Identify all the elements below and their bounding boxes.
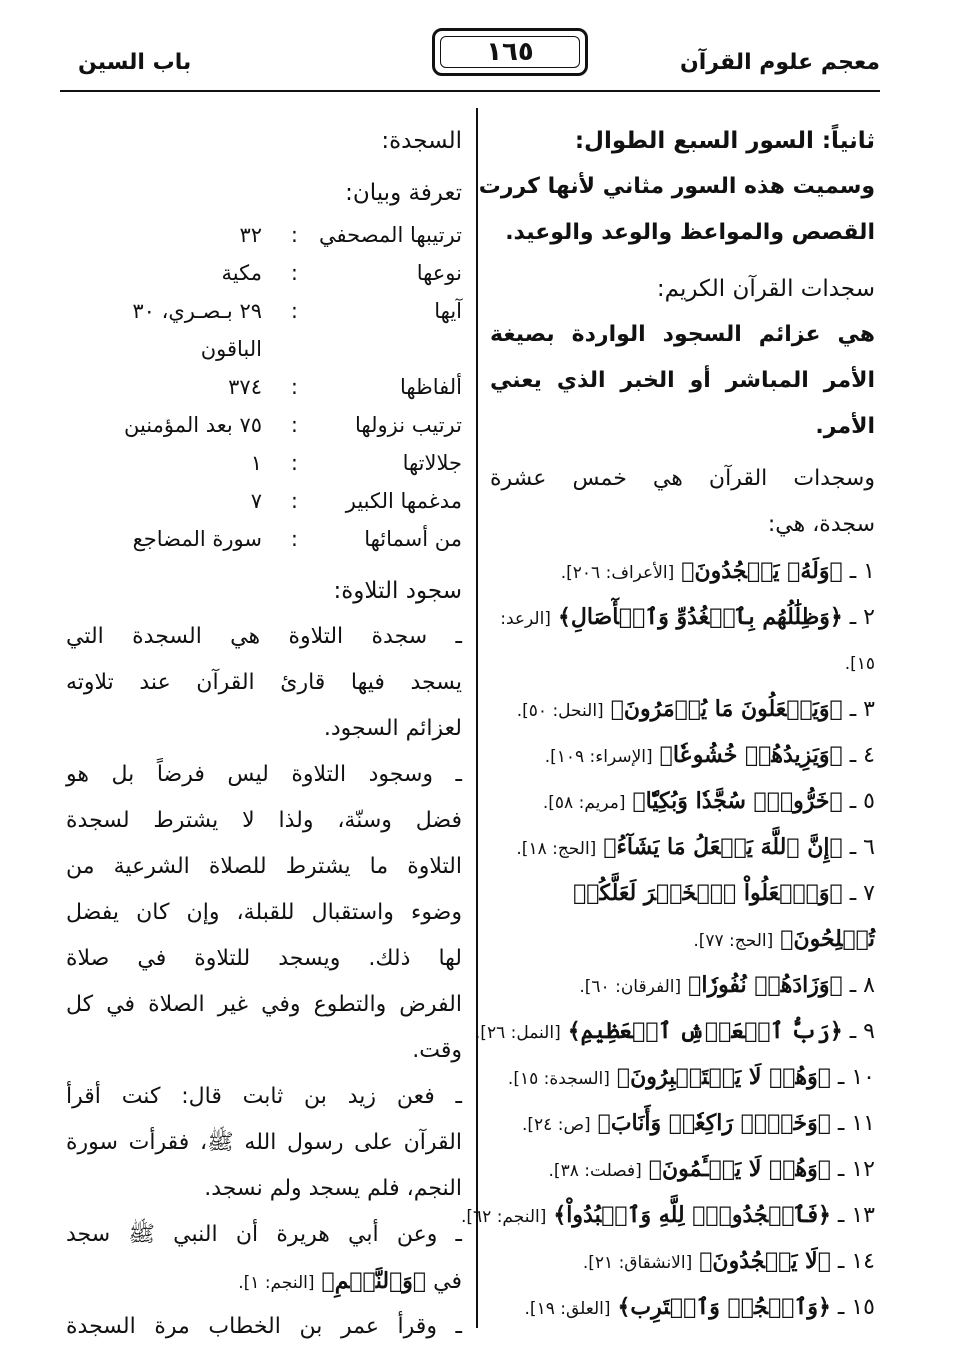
quran-verse: ﴿وَيَفۡعَلُونَ مَا يُؤۡمَرُونَ﴾: [610, 696, 843, 722]
quran-verse: ﴿خَرُّواْۤ سُجَّدٗا وَبُكِيّٗا﴾: [632, 788, 843, 814]
sajda-number: ٥ ـ: [849, 789, 875, 814]
info-key: ترتيب نزولها: [355, 413, 462, 437]
info-row: [66, 406, 462, 444]
quran-verse: ﴿وَلَهُۥ يَسۡجُدُونَ﴾: [681, 558, 843, 584]
sajda-number: ٨ ـ: [849, 973, 875, 998]
paragraph-text: في: [433, 1269, 462, 1294]
info-key: آيها: [434, 299, 462, 323]
paragraph-line: النجم، فلم يسجد ولم نسجد.: [204, 1176, 462, 1201]
running-header: [60, 28, 880, 88]
paragraph-line: وسجدات القرآن هي خمس عشرة: [490, 466, 875, 491]
info-key: نوعها: [416, 261, 462, 285]
verse-reference: [النحل: ٥٠].: [516, 701, 604, 721]
paragraph-line: ـ سجدة التلاوة هي السجدة التي: [66, 624, 462, 649]
quran-verse: ﴿رَبُّ ٱلۡعَرۡشِ ٱلۡعَظِيمِ﴾: [567, 1018, 843, 1044]
quran-verse: ﴿وَٱفۡعَلُواْ ٱلۡخَيۡرَ لَعَلَّكُمۡ: [573, 880, 843, 906]
sajda-item: [490, 870, 875, 916]
info-value: مكية: [221, 261, 262, 285]
sajda-item: [460, 1192, 875, 1238]
header-rule: [60, 90, 880, 92]
section-heading: سجود التلاوة:: [333, 578, 462, 604]
sajda-number: ٦ ـ: [849, 835, 875, 860]
quran-verse: ﴿وَظِلَٰلُهُم بِٱلۡغُدُوِّ وَٱلۡأٓصَالِ﴾: [557, 604, 843, 630]
verse-reference: [العلق: ١٩].: [524, 1299, 611, 1319]
paragraph-line: فضل وسنّة، ولذا لا يشترط لسجدة: [66, 808, 462, 833]
sajda-item: [490, 548, 875, 594]
book-title: معجم علوم القرآن: [679, 50, 880, 75]
verse-reference: [السجدة: ١٥].: [507, 1069, 610, 1089]
sajda-number: ١ ـ: [849, 559, 875, 584]
info-key: مدغمها الكبير: [345, 489, 462, 513]
paragraph-line: وقت.: [412, 1038, 462, 1063]
paragraph-line: سجدة، هي:: [767, 512, 875, 537]
sajda-number: ٧ ـ: [849, 881, 875, 906]
sajda-item-continuation: [490, 640, 875, 686]
chapter-title: باب السين: [78, 50, 192, 75]
verse-reference: ١٥].: [844, 654, 875, 674]
paragraph-line: وضوء واستقبال للقبلة، وإن كان يفضل: [66, 900, 462, 925]
info-colon: :: [290, 413, 298, 437]
verse-reference: [الأعراف: ٢٠٦].: [560, 563, 675, 583]
paragraph-line: هي عزائم السجود الواردة بصيغة: [490, 322, 875, 347]
sajda-number: ٢ ـ: [849, 605, 875, 630]
info-colon: :: [290, 261, 298, 285]
sajda-item: [490, 824, 875, 870]
sajda-item: [490, 1238, 875, 1284]
paragraph-line: [66, 1258, 462, 1304]
quran-verse: ﴿فَٱسۡجُدُواْۤ لِلَّهِ وَٱعۡبُدُواْ﴾: [553, 1202, 831, 1228]
verse-reference: [النجم: ١].: [238, 1273, 315, 1293]
info-colon: :: [290, 375, 298, 399]
info-value: الباقون: [200, 337, 262, 361]
info-key: جلالاتها: [402, 451, 462, 475]
info-row: [66, 368, 462, 406]
quran-verse: ﴿وَخَرَّۤ رَاكِعٗاۤ وَأَنَابَ﴾: [597, 1110, 831, 1136]
info-key: ألفاظها: [399, 375, 462, 399]
info-colon: :: [290, 527, 298, 551]
info-value: سورة المضاجع: [132, 527, 262, 551]
subheading: تعرفة وبيان:: [345, 180, 462, 206]
info-row: [66, 444, 462, 482]
paragraph-line: يسجد فيها قارئ القرآن عند تلاوته: [66, 670, 462, 695]
info-row: [66, 520, 462, 558]
quran-verse: ﴿وَٱلنَّجۡمِ﴾: [321, 1268, 427, 1294]
page-number: ١٦٥: [440, 36, 580, 68]
verse-reference: [النمل: ٢٦].: [474, 1023, 561, 1043]
verse-reference: [الحج: ١٨].: [516, 839, 597, 859]
paragraph-line: وسميت هذه السور مثاني لأنها كررت: [478, 174, 875, 199]
info-row: [66, 254, 462, 292]
paragraph-line: ـ وقرأ عمر بن الخطاب مرة السجدة: [66, 1314, 462, 1339]
paragraph-line: ـ وعن أبي هريرة أن النبي ﷺ سجد: [66, 1222, 462, 1247]
quran-verse: ﴿وَٱسۡجُدۡ وَٱقۡتَرِب﴾: [617, 1294, 831, 1320]
paragraph-line: الأمر.: [815, 414, 875, 439]
verse-reference: [الحج: ٧٧].: [693, 931, 774, 951]
quran-verse: ﴿لَا يَسۡجُدُونَ﴾: [699, 1248, 831, 1274]
verse-reference: [الرعد:: [500, 609, 551, 629]
right-column: [460, 118, 875, 1330]
sajda-item: [490, 732, 875, 778]
paragraph-line: القصص والمواعظ والوعد والوعيد.: [505, 220, 875, 245]
info-colon: :: [290, 451, 298, 475]
info-value: ٧٥ بعد المؤمنين: [123, 413, 262, 437]
sajda-number: ٩ ـ: [849, 1019, 875, 1044]
left-column: [66, 118, 462, 1350]
verse-reference: [فصلت: ٣٨].: [548, 1161, 642, 1181]
verse-reference: [النجم: ٦٢].: [460, 1207, 547, 1227]
info-value: ٣٢: [239, 223, 262, 247]
section-heading: السجدة:: [381, 128, 462, 154]
column-divider: [476, 108, 478, 1328]
quran-verse: ﴿وَيَزِيدُهُمۡ خُشُوعٗا﴾: [659, 742, 843, 768]
verse-reference: [مريم: ٥٨].: [542, 793, 626, 813]
sajda-item: [490, 1146, 875, 1192]
quran-verse: ﴿إِنَّ ٱللَّهَ يَفۡعَلُ مَا يَشَآءُ﴾: [603, 834, 843, 860]
verse-reference: [الانشقاق: ٢١].: [582, 1253, 693, 1273]
quran-verse: ﴿وَهُمۡ لَا يَسۡتَكۡبِرُونَ﴾: [616, 1064, 831, 1090]
info-key: ترتيبها المصحفي: [319, 223, 462, 247]
verse-reference: [الإسراء: ١٠٩].: [544, 747, 653, 767]
sajda-number: ١٥ ـ: [837, 1295, 875, 1320]
quran-verse: تُفۡلِحُونَ﴾: [780, 926, 875, 952]
sajda-number: ٤ ـ: [849, 743, 875, 768]
paragraph-line: ـ فعن زيد بن ثابت قال: كنت أقرأ: [66, 1084, 462, 1109]
paragraph-line: التلاوة ما يشترط للصلاة الشرعية من: [66, 854, 462, 879]
section-heading: ثانياً: السور السبع الطوال:: [574, 128, 875, 154]
quran-verse: ﴿وَزَادَهُمۡ نُفُورٗا﴾: [688, 972, 843, 998]
paragraph-line: لعزائم السجود.: [323, 716, 462, 741]
info-key: من أسمائها: [364, 527, 462, 551]
info-value: ١: [250, 451, 262, 475]
sajda-item: [490, 594, 875, 640]
quran-verse: ﴿وَهُمۡ لَا يَسۡـَٔمُونَ﴾: [648, 1156, 831, 1182]
sajda-number: ١٣ ـ: [837, 1203, 875, 1228]
sajda-item: [490, 686, 875, 732]
paragraph-line: لها ذلك. ويسجد للتلاوة في صلاة: [66, 946, 462, 971]
info-colon: :: [290, 223, 298, 247]
info-row: [66, 216, 462, 254]
sajda-item: [490, 1100, 875, 1146]
section-heading: سجدات القرآن الكريم:: [656, 276, 875, 302]
verse-reference: [ص: ٢٤].: [522, 1115, 591, 1135]
info-row: [66, 482, 462, 520]
sajda-number: ١٢ ـ: [837, 1157, 875, 1182]
paragraph-line: القرآن على رسول الله ﷺ، فقرأت سورة: [66, 1130, 462, 1155]
info-value: ٢٩ بـصـري، ٣٠: [132, 299, 262, 323]
sajda-number: ١٤ ـ: [837, 1249, 875, 1274]
paragraph-line: الأمر المباشر أو الخبر الذي يعني: [490, 368, 875, 393]
sajda-item: [490, 962, 875, 1008]
info-colon: :: [290, 489, 298, 513]
sajda-number: ١٠ ـ: [837, 1065, 875, 1090]
info-row: [66, 292, 462, 330]
info-value: ٧: [250, 489, 262, 513]
paragraph-line: الفرض والتطوع وفي غير الصلاة في كل: [66, 992, 462, 1017]
paragraph-line: ـ وسجود التلاوة ليس فرضاً بل هو: [66, 762, 462, 787]
sajda-item: [490, 1284, 875, 1330]
sajda-number: ١١ ـ: [837, 1111, 875, 1136]
sajda-number: ٣ ـ: [849, 697, 875, 722]
sajda-item-continuation: [490, 916, 875, 962]
page-number-frame: [432, 28, 588, 76]
info-row-continuation: [66, 330, 462, 368]
sajda-item: [490, 778, 875, 824]
verse-reference: [الفرقان: ٦٠].: [579, 977, 682, 997]
sajda-item: [474, 1008, 875, 1054]
info-value: ٣٧٤: [228, 375, 262, 399]
info-colon: :: [290, 299, 298, 323]
sajda-item: [490, 1054, 875, 1100]
